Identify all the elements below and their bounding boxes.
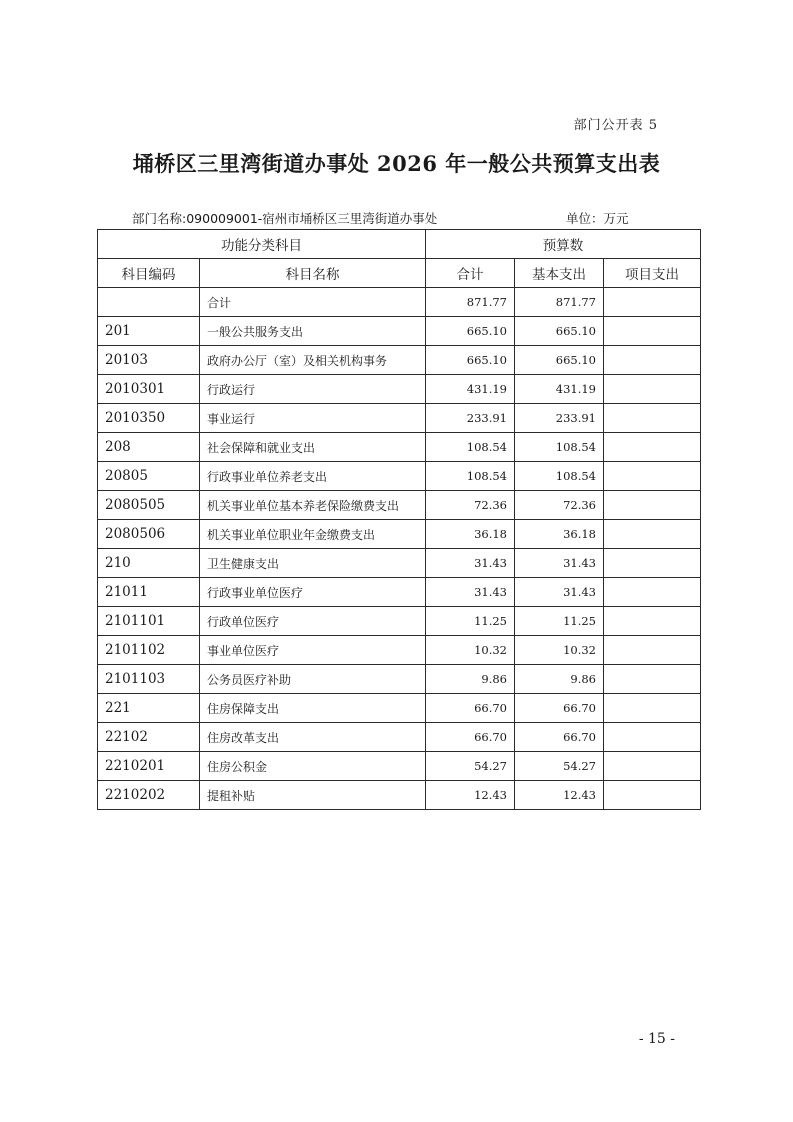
code-column-header: 科目编码 — [98, 259, 200, 288]
row-basic-cell: 9.86 — [515, 665, 604, 694]
row-code-cell: 20805 — [98, 462, 200, 491]
row-project-cell — [604, 723, 701, 752]
row-name-cell: 行政事业单位养老支出 — [200, 462, 426, 491]
row-name-cell: 住房公积金 — [200, 752, 426, 781]
row-name-cell: 事业运行 — [200, 404, 426, 433]
row-project-cell — [604, 375, 701, 404]
row-basic-cell: 31.43 — [515, 549, 604, 578]
row-basic-cell: 31.43 — [515, 578, 604, 607]
row-name-cell: 机关事业单位基本养老保险缴费支出 — [200, 491, 426, 520]
row-name-cell: 住房保障支出 — [200, 694, 426, 723]
table-row — [98, 404, 701, 433]
row-code-cell: 2101103 — [98, 665, 200, 694]
table-row — [98, 607, 701, 636]
table-row — [98, 288, 701, 317]
department-name: 部门名称:090009001-宿州市埇桥区三里湾街道办事处 — [132, 211, 438, 226]
row-total-cell: 665.10 — [426, 346, 515, 375]
budget-header: 预算数 — [426, 230, 701, 259]
row-basic-cell: 108.54 — [515, 462, 604, 491]
row-total-cell: 431.19 — [426, 375, 515, 404]
row-code-cell: 20103 — [98, 346, 200, 375]
row-basic-cell: 871.77 — [515, 288, 604, 317]
row-code-cell: 2101102 — [98, 636, 200, 665]
row-code-cell: 2010350 — [98, 404, 200, 433]
table-row — [98, 433, 701, 462]
row-basic-cell: 665.10 — [515, 346, 604, 375]
row-basic-cell: 54.27 — [515, 752, 604, 781]
row-name-cell: 一般公共服务支出 — [200, 317, 426, 346]
row-code-cell: 21011 — [98, 578, 200, 607]
row-basic-cell: 10.32 — [515, 636, 604, 665]
row-code-cell: 2210201 — [98, 752, 200, 781]
table-row — [98, 752, 701, 781]
table-row — [98, 636, 701, 665]
table-body — [98, 288, 701, 810]
row-total-cell: 66.70 — [426, 723, 515, 752]
function-category-header: 功能分类科目 — [98, 230, 426, 259]
row-basic-cell: 12.43 — [515, 781, 604, 810]
row-total-cell: 10.32 — [426, 636, 515, 665]
row-name-cell: 行政单位医疗 — [200, 607, 426, 636]
row-project-cell — [604, 346, 701, 375]
row-total-cell: 66.70 — [426, 694, 515, 723]
row-basic-cell: 72.36 — [515, 491, 604, 520]
row-total-cell: 233.91 — [426, 404, 515, 433]
unit-label: 单位：万元 — [566, 211, 629, 226]
row-total-cell: 31.43 — [426, 549, 515, 578]
row-project-cell — [604, 781, 701, 810]
table-row — [98, 346, 701, 375]
row-basic-cell: 66.70 — [515, 694, 604, 723]
row-project-cell — [604, 578, 701, 607]
row-project-cell — [604, 520, 701, 549]
row-basic-cell: 665.10 — [515, 317, 604, 346]
basic-column-header: 基本支出 — [515, 259, 604, 288]
page-number: - 15 - — [638, 1031, 675, 1047]
row-basic-cell: 11.25 — [515, 607, 604, 636]
row-code-cell — [98, 288, 200, 317]
row-code-cell: 2080506 — [98, 520, 200, 549]
budget-expenditure-table — [97, 229, 701, 810]
row-basic-cell: 431.19 — [515, 375, 604, 404]
table-row — [98, 317, 701, 346]
row-basic-cell: 66.70 — [515, 723, 604, 752]
page-title: 埇桥区三里湾街道办事处 2026 年一般公共预算支出表 — [132, 151, 661, 176]
row-project-cell — [604, 665, 701, 694]
row-project-cell — [604, 752, 701, 781]
form-number-label: 部门公开表 5 — [573, 118, 658, 133]
table-row — [98, 723, 701, 752]
row-total-cell: 12.43 — [426, 781, 515, 810]
row-total-cell: 108.54 — [426, 462, 515, 491]
table-row — [98, 694, 701, 723]
row-project-cell — [604, 607, 701, 636]
row-code-cell: 201 — [98, 317, 200, 346]
row-project-cell — [604, 462, 701, 491]
row-name-cell: 卫生健康支出 — [200, 549, 426, 578]
table-meta — [132, 209, 632, 227]
row-code-cell: 208 — [98, 433, 200, 462]
row-name-cell: 事业单位医疗 — [200, 636, 426, 665]
row-project-cell — [604, 491, 701, 520]
row-name-cell: 社会保障和就业支出 — [200, 433, 426, 462]
project-column-header: 项目支出 — [604, 259, 701, 288]
row-name-cell: 提租补贴 — [200, 781, 426, 810]
table-row — [98, 462, 701, 491]
row-code-cell: 210 — [98, 549, 200, 578]
row-project-cell — [604, 433, 701, 462]
row-code-cell: 2101101 — [98, 607, 200, 636]
row-project-cell — [604, 694, 701, 723]
table-row — [98, 781, 701, 810]
row-code-cell: 2210202 — [98, 781, 200, 810]
column-header-row — [98, 259, 701, 288]
row-basic-cell: 36.18 — [515, 520, 604, 549]
row-total-cell: 36.18 — [426, 520, 515, 549]
row-name-cell: 行政运行 — [200, 375, 426, 404]
row-name-cell: 公务员医疗补助 — [200, 665, 426, 694]
row-code-cell: 2010301 — [98, 375, 200, 404]
row-total-cell: 54.27 — [426, 752, 515, 781]
table-row — [98, 491, 701, 520]
table-row — [98, 375, 701, 404]
row-project-cell — [604, 317, 701, 346]
table-row — [98, 665, 701, 694]
row-project-cell — [604, 549, 701, 578]
table-row — [98, 578, 701, 607]
row-code-cell: 22102 — [98, 723, 200, 752]
row-total-cell: 665.10 — [426, 317, 515, 346]
row-total-cell: 9.86 — [426, 665, 515, 694]
row-name-cell: 合计 — [200, 288, 426, 317]
row-code-cell: 2080505 — [98, 491, 200, 520]
row-total-cell: 11.25 — [426, 607, 515, 636]
row-total-cell: 72.36 — [426, 491, 515, 520]
row-name-cell: 机关事业单位职业年金缴费支出 — [200, 520, 426, 549]
row-name-cell: 住房改革支出 — [200, 723, 426, 752]
name-column-header: 科目名称 — [200, 259, 426, 288]
row-project-cell — [604, 636, 701, 665]
group-header-row — [98, 230, 701, 259]
row-total-cell: 871.77 — [426, 288, 515, 317]
row-total-cell: 31.43 — [426, 578, 515, 607]
row-total-cell: 108.54 — [426, 433, 515, 462]
row-name-cell: 政府办公厅（室）及相关机构事务 — [200, 346, 426, 375]
row-name-cell: 行政事业单位医疗 — [200, 578, 426, 607]
row-basic-cell: 233.91 — [515, 404, 604, 433]
row-basic-cell: 108.54 — [515, 433, 604, 462]
row-code-cell: 221 — [98, 694, 200, 723]
table-row — [98, 549, 701, 578]
total-column-header: 合计 — [426, 259, 515, 288]
table-row — [98, 520, 701, 549]
row-project-cell — [604, 404, 701, 433]
row-project-cell — [604, 288, 701, 317]
